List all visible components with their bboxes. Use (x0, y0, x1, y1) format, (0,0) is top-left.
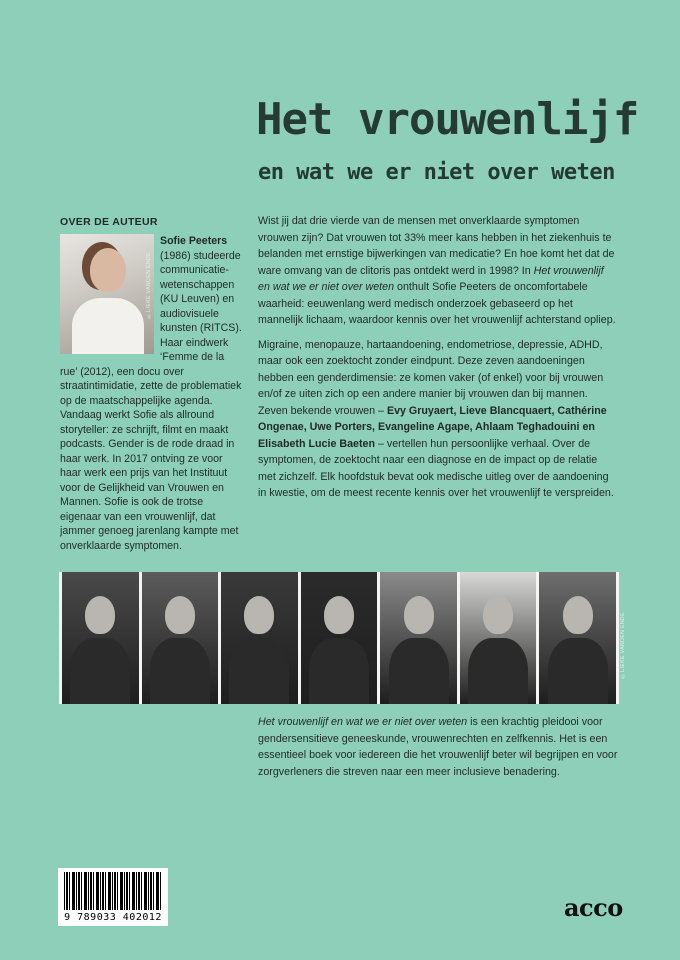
blurb-p2-text-b: – vertellen hun persoonlijke verhaal. Over de symptomen, de zoektocht naar een diagnose en de impact op de relatie met zichzelf. Elk hoofdstuk bevat ook medische uitleg over de aandoening in kwestie, om de meest recente kennis over het vrouwenlijf te verspreiden. (258, 437, 614, 499)
author-bio-text: (1986) studeerde communicatie-wetenschappen (KU Leuven) en audiovisuele kunsten (RITCS). Haar eindwerk ‘Femme de la rue’ (2012), een docu over straatintimidatie, zette de problematiek op de maatschappelijke agenda. Vandaag werkt Sofie als allround storyteller: ze schrijft, filmt en maakt podcasts. Gender is de rode draad in haar werk. In 2017 ontving ze voor haar werk een prijs van het Instituut voor de Gelijkheid van Vrouwen en Mannen. Sofie is ook de trotse eigenaar van een vrouwenlijf, dat jammer genoeg jarenlang kampte met onverklaarde symptomen. (60, 249, 242, 552)
barcode-digits: 9 789033 402012 (64, 912, 162, 923)
portrait-body (150, 638, 210, 704)
author-heading: OVER DE AUTEUR (60, 216, 158, 228)
portrait-head (85, 596, 115, 634)
author-name: Sofie Peeters (160, 235, 228, 247)
portrait-body (229, 638, 289, 704)
book-title: Het vrouwenlijf (256, 94, 639, 145)
portrait-4 (301, 572, 378, 704)
portrait-body (548, 638, 608, 704)
portrait-6 (460, 572, 537, 704)
author-bio-spacer (60, 234, 160, 358)
portrait-body (309, 638, 369, 704)
blurb-paragraph-2 (258, 337, 616, 502)
portrait-head (324, 596, 354, 634)
strip-photo-credit: ©LIEKE VANDEN ENDE (620, 612, 626, 679)
portrait-7 (539, 572, 616, 704)
blurb-p1-text-a: Wist jij dat drie vierde van de mensen met onverklaarde symptomen vrouwen zijn? Dat vrouwen tot 33% meer kans hebben in het ziekenhuis te belanden met ernstige bijwerkingen van medicatie? En hoe komt het dat de ware omvang van de clitoris pas ontdekt werd in 1998? In (258, 215, 615, 277)
blurb-p2-text-a: Migraine, menopauze, hartaandoening, endometriose, depressie, ADHD, maar ook een zoektocht zonder eindpunt. Deze zeven aandoeningen hebben een genderdimensie: ze komen vaker (of enkel) voor bij vrouwen en/of ze uiten zich op een andere manier bij vrouwen dan bij mannen. Zeven bekende vrouwen – (258, 338, 604, 417)
portrait-head (563, 596, 593, 634)
portrait-body (70, 638, 130, 704)
portrait-1 (62, 572, 139, 704)
author-bio (60, 234, 242, 553)
barcode (58, 868, 168, 926)
closing-title: Het vrouwenlijf en wat we er niet over weten (258, 716, 468, 728)
portrait-body (468, 638, 528, 704)
blurb-paragraph-1 (258, 213, 616, 329)
publisher-logo: acco (564, 893, 623, 922)
book-subtitle: en wat we er niet over weten (258, 160, 615, 185)
blurb-p1-text-b: onthult Sofie Peeters de oncomfortabele waarheid: eeuwenlang werd medisch onderzoek gebaseerd op het mannelijk lichaam, waardoor kennis over het vrouwenlijf achterstand opliep. (258, 281, 616, 326)
closing-text: is een krachtig pleidooi voor gendersensitieve geneeskunde, vrouwenrechten en zelfkennis. Het is een essentieel boek voor iedereen die het vrouwenlijf beter wil begrijpen en voor zorgverleners die streven naar een meer inclusieve benadering. (258, 716, 618, 778)
portrait-head (165, 596, 195, 634)
portrait-5 (380, 572, 457, 704)
portrait-head (483, 596, 513, 634)
closing-paragraph (258, 714, 618, 780)
portrait-head (404, 596, 434, 634)
portrait-body (389, 638, 449, 704)
portrait-head (244, 596, 274, 634)
author-photo-credit: ©LIEKE VANDEN ENDE (146, 252, 152, 319)
portrait-2 (142, 572, 219, 704)
blurb-p2-names: Evy Gruyaert, Lieve Blancquaert, Cathérine Ongenae, Uwe Porters, Evangeline Agape, Ahlaam Teghadouini en Elisabeth Lucie Baeten (258, 404, 607, 450)
portrait-strip (59, 572, 619, 704)
back-cover-blurb (258, 213, 616, 510)
blurb-p1-title: Het vrouwenlijf en wat we er niet over weten (258, 264, 604, 293)
barcode-bars (64, 872, 162, 910)
portrait-3 (221, 572, 298, 704)
